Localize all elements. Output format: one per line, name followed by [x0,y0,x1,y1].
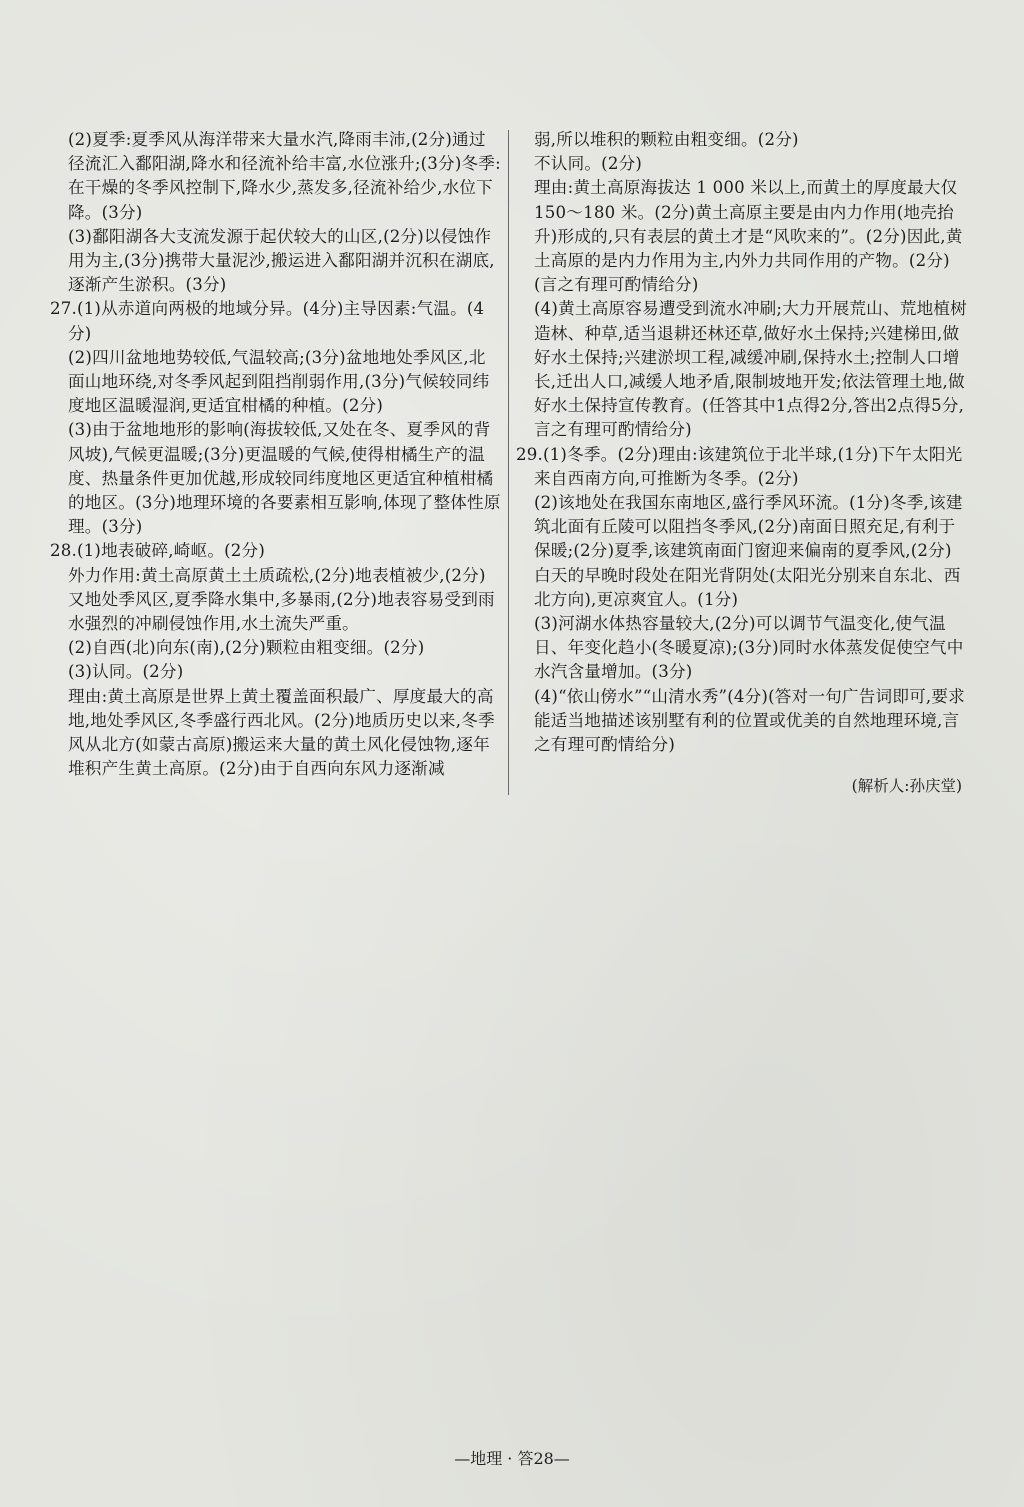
answer-28-3-disagree: 不认同。(2分) [534,154,643,174]
answer-27-3: (3)由于盆地地形的影响(海拔较低,又处在冬、夏季风的背风坡),气候更温暖;(3分)更温暖的气候,使得柑橘生产的温度、热量条件更加优越,形成较同纬度地区更适宜种植柑橘的地区。(3分)地理环境的各要素相互影响,体现了整体性原理。(3分) [68,420,501,537]
left-column [50,128,502,781]
answer-29-4: (4)“依山傍水”“山清水秀”(4分)(答对一句广告词即可,要求能适当地描述该别墅有利的位置或优美的自然地理环境,言之有理可酌情给分) [534,686,965,755]
answer-29-1: 29.(1)冬季。(2分)理由:该建筑位于北半球,(1分)下午太阳光来自西南方向,可推断为冬季。(2分) [516,444,963,488]
answer-28-3-disagree-reason: 理由:黄土高原海拔达 1 000 米以上,而黄土的厚度最大仅150～180 米。(2分)黄土高原主要是由内力作用(地壳抬升)形成的,只有表层的黄土才是“风吹来的”。(2分)因此,黄土高原的是内力作用为主,内外力共同作用的产物。(2分)(言之有理可酌情给分) [534,178,963,295]
answer-27-1: 27.(1)从赤道向两极的地域分异。(4分)主导因素:气温。(4分) [50,299,485,343]
answer-26-3: (3)鄱阳湖各大支流发源于起伏较大的山区,(2分)以侵蚀作用为主,(3分)携带大量泥沙,搬运进入鄱阳湖并沉积在湖底,逐渐产生淤积。(3分) [68,226,495,295]
answer-26-2: (2)夏季:夏季风从海洋带来大量水汽,降雨丰沛,(2分)通过径流汇入鄱阳湖,降水和径流补给丰富,水位涨升;(3分)冬季:在干燥的冬季风控制下,降水少,蒸发多,径流补给少,水位下降。(3分) [68,130,501,222]
answer-28-4: (4)黄土高原容易遭受到流水冲刷;大力开展荒山、荒地植树造林、种草,适当退耕还林还草,做好水土保持;兴建梯田,做好水土保持;兴建淤坝工程,减缓冲刷,保持水土;控制人口增长,迁出人口,减缓人地矛盾,限制坡地开发;依法管理土地,做好水土保持宣传教育。(任答其中1点得2分,答出2点得5分,言之有理可酌情给分) [534,299,967,440]
page-footer: —地理 · 答28— [454,1449,570,1468]
analyst-credit: (解析人:孙庆堂) [851,777,962,795]
answer-28-1-external: 外力作用:黄土高原黄土土质疏松,(2分)地表植被少,(2分)又地处季风区,夏季降水集中,多暴雨,(2分)地表容易受到雨水强烈的冲刷侵蚀作用,水土流失严重。 [68,565,495,634]
answer-28-3: (3)认同。(2分) [68,662,184,682]
answer-28-1: 28.(1)地表破碎,崎岖。(2分) [50,541,266,561]
answer-29-3: (3)河湖水体热容量较大,(2分)可以调节气温变化,使气温日、年变化趋小(冬暖夏凉);(3分)同时水体蒸发促使空气中水汽含量增加。(3分) [534,614,964,682]
answer-28-3-reason: 理由:黄土高原是世界上黄土覆盖面积最广、厚度最大的高地,地处季风区,冬季盛行西北风。(2分)地质历史以来,冬季风从北方(如蒙古高原)搬运来大量的黄土风化侵蚀物,逐年堆积产生黄土高原。(2分)由于自西向东风力逐渐减 [68,686,495,779]
answer-27-2: (2)四川盆地地势较低,气温较高;(3分)盆地地处季风区,北面山地环绕,对冬季风起到阻挡削弱作用,(3分)气候较同纬度地区温暖湿润,更适宜柑橘的种植。(2分) [68,347,490,416]
bleed-through-text [60,850,65,874]
answer-28-3-cont: 弱,所以堆积的颗粒由粗变细。(2分) [534,130,799,149]
answer-29-2: (2)该地处在我国东南地区,盛行季风环流。(1分)冬季,该建筑北面有丘陵可以阻挡冬季风,(2分)南面日照充足,有利于保暖;(2分)夏季,该建筑南面门窗迎来偏南的夏季风,(2分)白天的早晚时段处在阳光背阴处(太阳光分别来自东北、西北方向),更凉爽宜人。(1分) [534,493,963,609]
right-column [516,128,968,757]
answer-28-2: (2)自西(北)向东(南),(2分)颗粒由粗变细。(2分) [68,638,425,658]
column-divider [508,130,509,795]
